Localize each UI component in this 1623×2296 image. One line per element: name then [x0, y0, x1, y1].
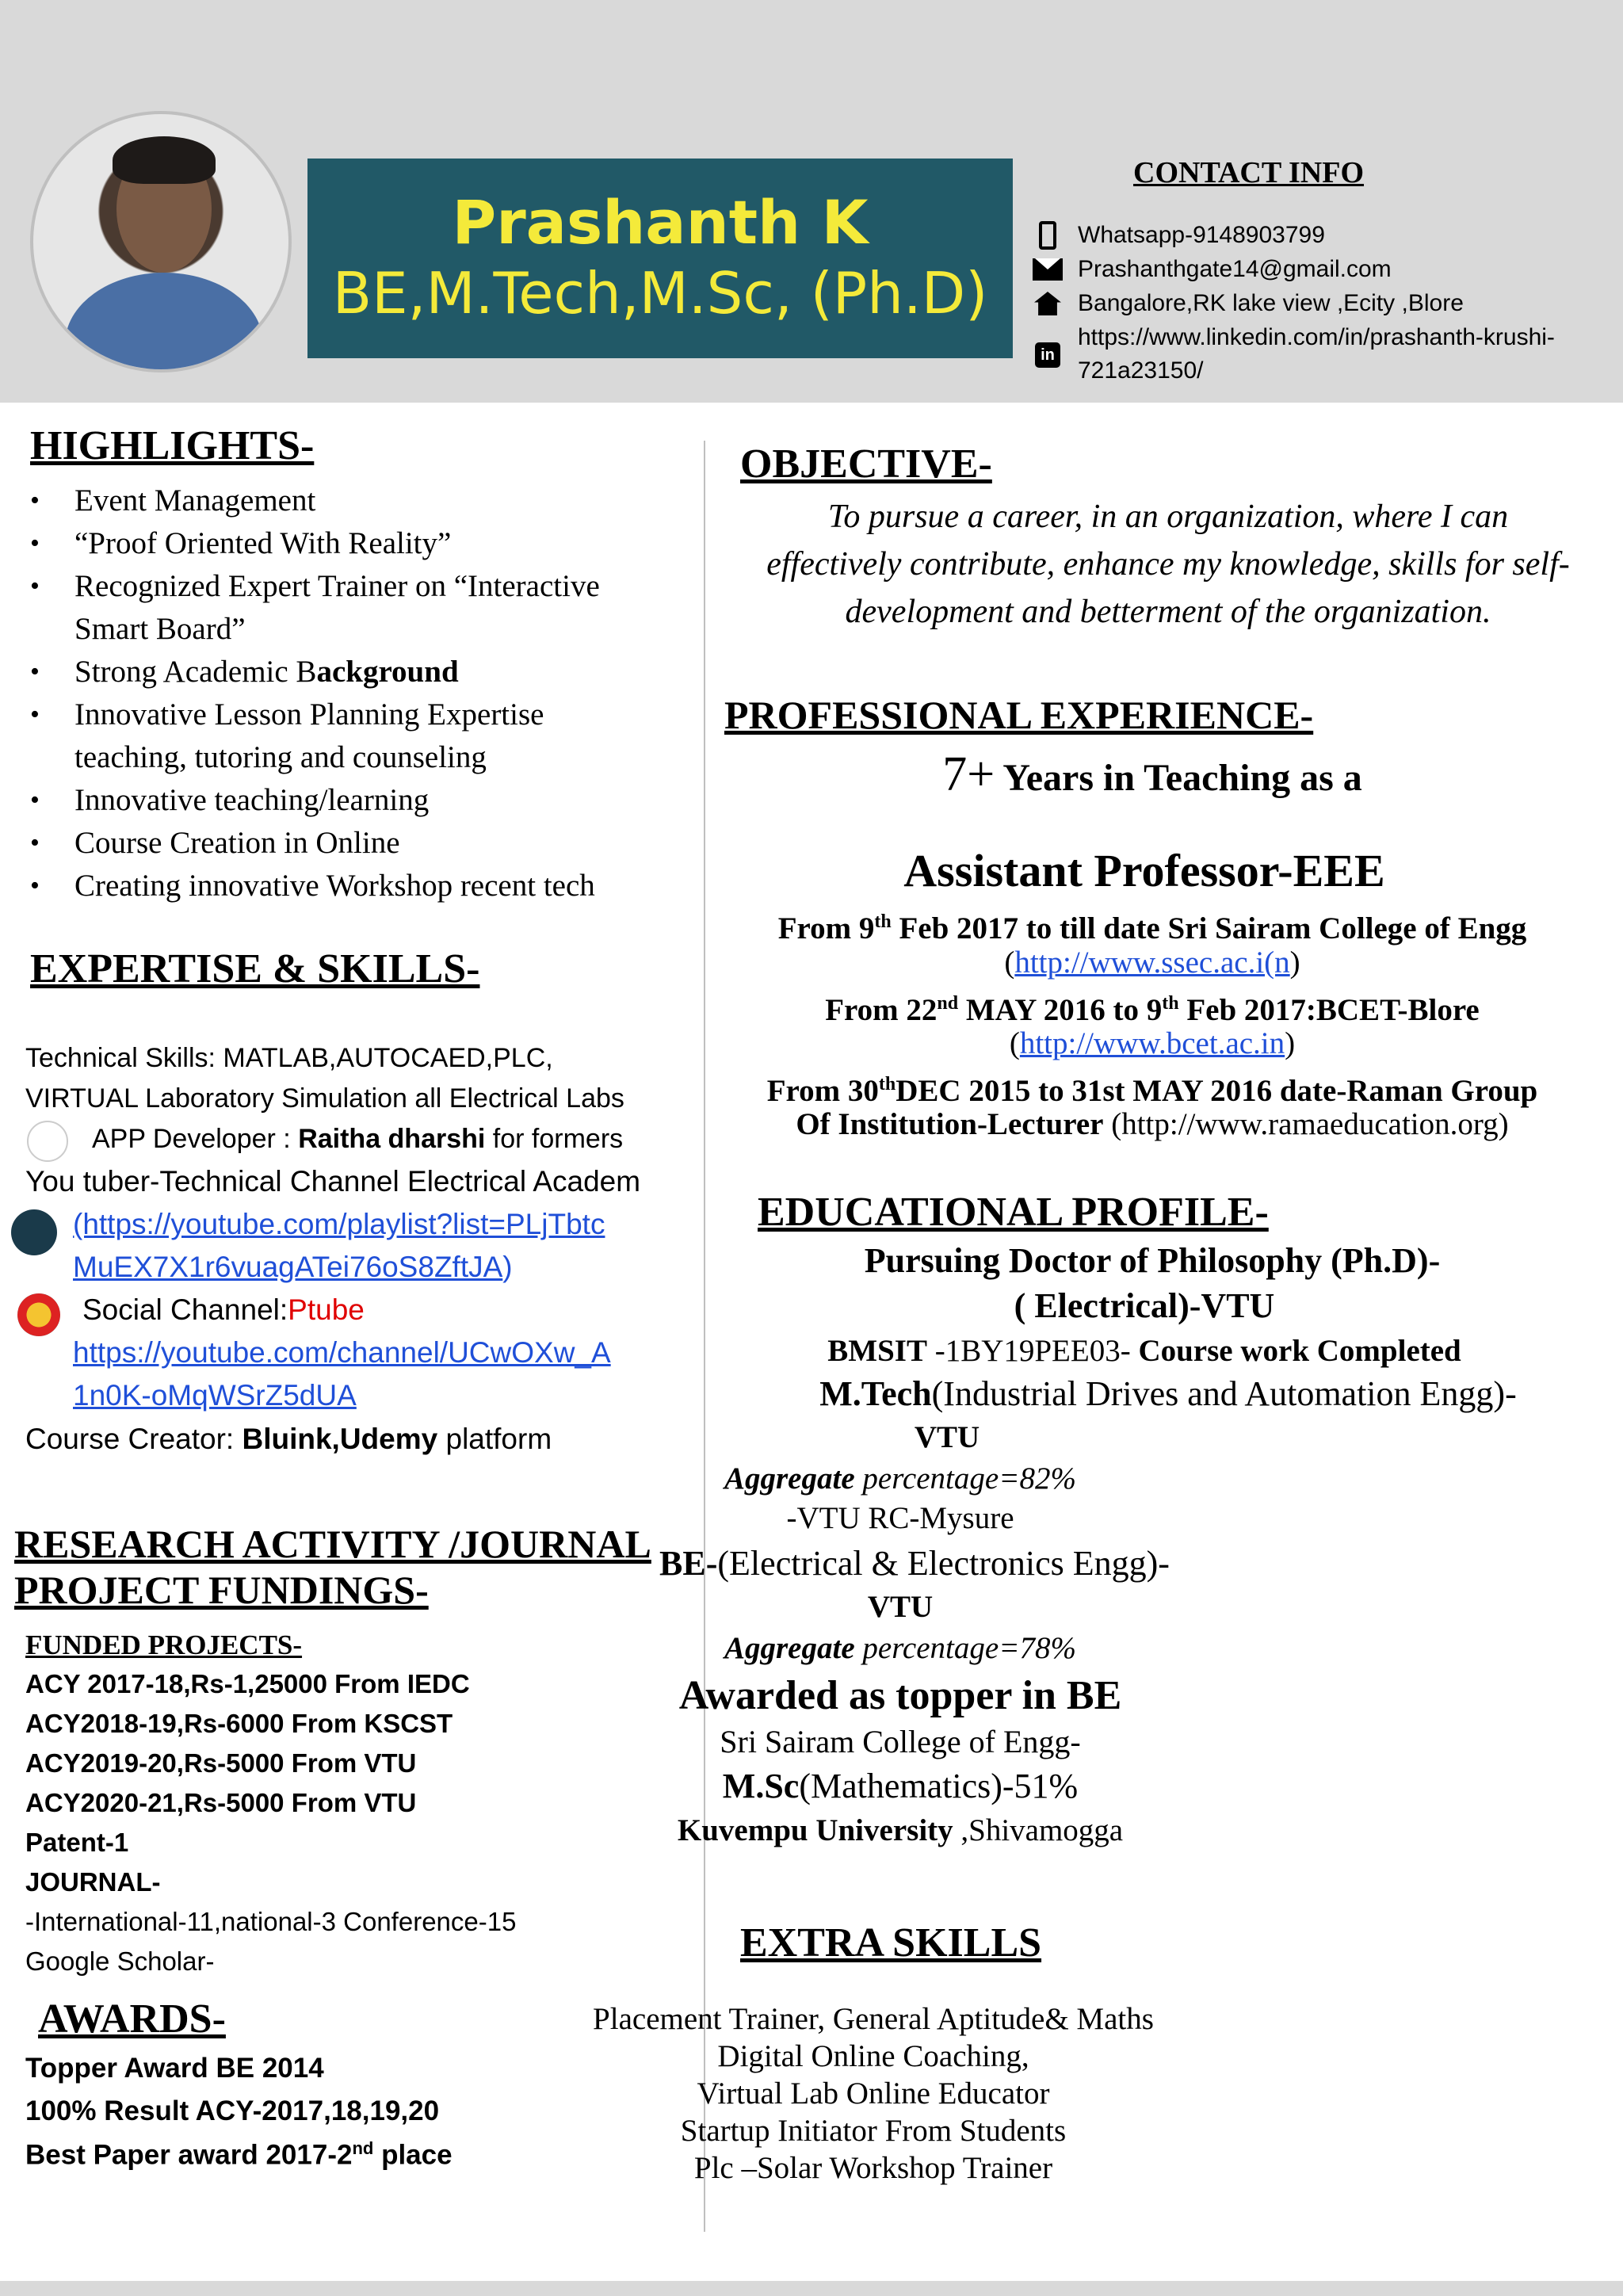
contact-whatsapp: Whatsapp-9148903799	[1030, 219, 1325, 252]
name-banner	[307, 159, 1013, 358]
extra-skills-title: EXTRA SKILLS	[740, 1920, 1042, 1966]
app-logo-icon	[27, 1121, 68, 1162]
mtech-line: M.Tech(Industrial Drives and Automation Engg)-	[819, 1374, 1517, 1413]
sairam-line: Sri Sairam College of Engg-	[720, 1724, 1081, 1759]
award-item: Topper Award BE 2014	[25, 2053, 324, 2084]
mtech-aggregate: Aggregate percentage=82%	[724, 1461, 1077, 1496]
social-channel-line: Social Channel:Ptube	[82, 1293, 365, 1326]
funding-line: ACY2018-19,Rs-6000 From KSCST	[25, 1709, 453, 1738]
list-item: • Strong Academic Background	[30, 651, 680, 693]
contact-address: Bangalore,RK lake view ,Ecity ,Blore	[1030, 287, 1464, 320]
msc-line: M.Sc(Mathematics)-51%	[722, 1767, 1079, 1805]
google-scholar-line: Google Scholar-	[25, 1946, 215, 1976]
list-item: • Creating innovative Workshop recent tech	[30, 865, 680, 907]
contact-email[interactable]: Prashanthgate14@gmail.com	[1030, 253, 1392, 286]
list-item: • “Proof Oriented With Reality”	[30, 522, 680, 565]
experience-entry-1: From 9th Feb 2017 to till date Sri Sairam College of Engg	[777, 911, 1527, 946]
list-item: • Innovative Lesson Planning Expertise teaching, tutoring and counseling	[30, 693, 680, 779]
ptube-logo-icon	[17, 1293, 60, 1336]
award-item: Best Paper award 2017-2nd place	[25, 2138, 453, 2171]
phd-line-cont: ( Electrical)-VTU	[1014, 1286, 1275, 1325]
list-item: • Event Management	[30, 479, 680, 522]
funding-line: ACY2020-21,Rs-5000 From VTU	[25, 1788, 417, 1817]
channel-logo-icon	[11, 1209, 57, 1255]
contact-title: CONTACT INFO	[1133, 156, 1365, 189]
experience-link-2[interactable]: (http://www.bcet.ac.in)	[1009, 1026, 1296, 1060]
experience-title: PROFESSIONAL EXPERIENCE-	[724, 693, 1314, 737]
experience-entry-3-cont: Of Institution-Lecturer (http://www.ramaeducation.org)	[796, 1107, 1509, 1141]
app-developer-line: APP Developer : Raitha dharshi for formers	[92, 1124, 624, 1154]
list-item: Placement Trainer, General Aptitude& Maths	[593, 2002, 1154, 2036]
extra-skills-list	[418, 2000, 1328, 2187]
tech-skills-line2: VIRTUAL Laboratory Simulation all Electrical Labs	[25, 1083, 624, 1114]
funded-projects-title: FUNDED PROJECTS-	[25, 1629, 303, 1660]
mail-icon	[1033, 258, 1063, 281]
mtech-rc: -VTU RC-Mysure	[786, 1501, 1014, 1535]
list-item: Virtual Lab Online Educator	[697, 2076, 1050, 2111]
list-item: Plc –Solar Workshop Trainer	[693, 2151, 1053, 2185]
phd-line: Pursuing Doctor of Philosophy (Ph.D)-	[864, 1241, 1441, 1280]
research-title: RESEARCH ACTIVITY /JOURNAL	[14, 1522, 651, 1566]
patent-line: Patent-1	[25, 1828, 129, 1857]
highlights-list	[30, 479, 680, 907]
experience-entry-2: From 22nd MAY 2016 to 9th Feb 2017:BCET-Blore	[825, 993, 1480, 1027]
course-creator-line: Course Creator: Bluink,Udemy platform	[25, 1423, 552, 1455]
awards-title: AWARDS-	[38, 1996, 226, 2042]
highlights-title: HIGHLIGHTS-	[30, 423, 315, 468]
skills-title: EXPERTISE & SKILLS-	[30, 946, 480, 991]
publications-line: -International-11,national-3 Conference-15	[25, 1907, 517, 1936]
research-title-cont: PROJECT FUNDINGS-	[14, 1568, 429, 1612]
profile-photo	[30, 111, 292, 372]
home-icon	[1034, 292, 1061, 315]
be-aggregate: Aggregate percentage=78%	[724, 1631, 1077, 1665]
be-line: BE-(Electrical & Electronics Engg)-	[659, 1544, 1170, 1583]
contact-linkedin[interactable]: in https://www.linkedin.com/in/prashanth-krushi- 721a23150/	[1030, 321, 1555, 388]
playlist-link-cont[interactable]: MuEX7X1r6vuagATei76oS8ZftJA)	[73, 1251, 513, 1283]
candidate-degrees: BE,M.Tech,M.Sc, (Ph.D)	[332, 259, 988, 327]
experience-years: 7+ Years in Teaching as a	[942, 747, 1362, 801]
list-item: • Recognized Expert Trainer on “Interactive Smart Board”	[30, 565, 680, 651]
footer-band	[0, 2281, 1623, 2296]
experience-link-1[interactable]: (http://www.ssec.ac.i(n)	[1004, 946, 1300, 980]
candidate-name: Prashanth K	[452, 187, 869, 258]
youtuber-line: You tuber-Technical Channel Electrical Academ	[25, 1165, 641, 1198]
social-link[interactable]: https://youtube.com/channel/UCwOXw_A	[73, 1336, 611, 1369]
list-item: Digital Online Coaching,	[717, 2039, 1029, 2073]
list-item: • Course Creation in Online	[30, 822, 680, 865]
funding-line: ACY 2017-18,Rs-1,25000 From IEDC	[25, 1669, 470, 1698]
award-item: 100% Result ACY-2017,18,19,20	[25, 2095, 440, 2126]
mtech-university: VTU	[914, 1420, 980, 1454]
list-item: Startup Initiator From Students	[680, 2114, 1067, 2148]
journal-title: JOURNAL-	[25, 1867, 161, 1897]
topper-line: Awarded as topper in BE	[678, 1673, 1122, 1718]
linkedin-icon: in	[1035, 342, 1060, 368]
funding-line: ACY2019-20,Rs-5000 From VTU	[25, 1748, 417, 1778]
experience-role: Assistant Professor-EEE	[903, 845, 1385, 896]
experience-entry-3: From 30thDEC 2015 to 31st MAY 2016 date-Raman Group	[766, 1074, 1538, 1108]
list-item: • Innovative teaching/learning	[30, 779, 680, 822]
tech-skills-line1: Technical Skills: MATLAB,AUTOCAED,PLC,	[25, 1043, 553, 1073]
education-title: EDUCATIONAL PROFILE-	[758, 1190, 1269, 1235]
be-university: VTU	[867, 1590, 934, 1624]
bmsit-line: BMSIT -1BY19PEE03- Course work Completed	[827, 1334, 1461, 1368]
phone-icon	[1039, 221, 1056, 250]
objective-text: To pursue a career, in an organization, where I can effectively contribute, enhance my knowledge, skills for self- development and betterment of the organization.	[766, 499, 1570, 630]
objective-title: OBJECTIVE-	[740, 441, 992, 487]
kuvempu-line: Kuvempu University ,Shivamogga	[677, 1813, 1124, 1847]
social-link-cont[interactable]: 1n0K-oMqWSrZ5dUA	[73, 1379, 357, 1412]
playlist-link[interactable]: (https://youtube.com/playlist?list=PLjTbtc	[73, 1208, 605, 1240]
